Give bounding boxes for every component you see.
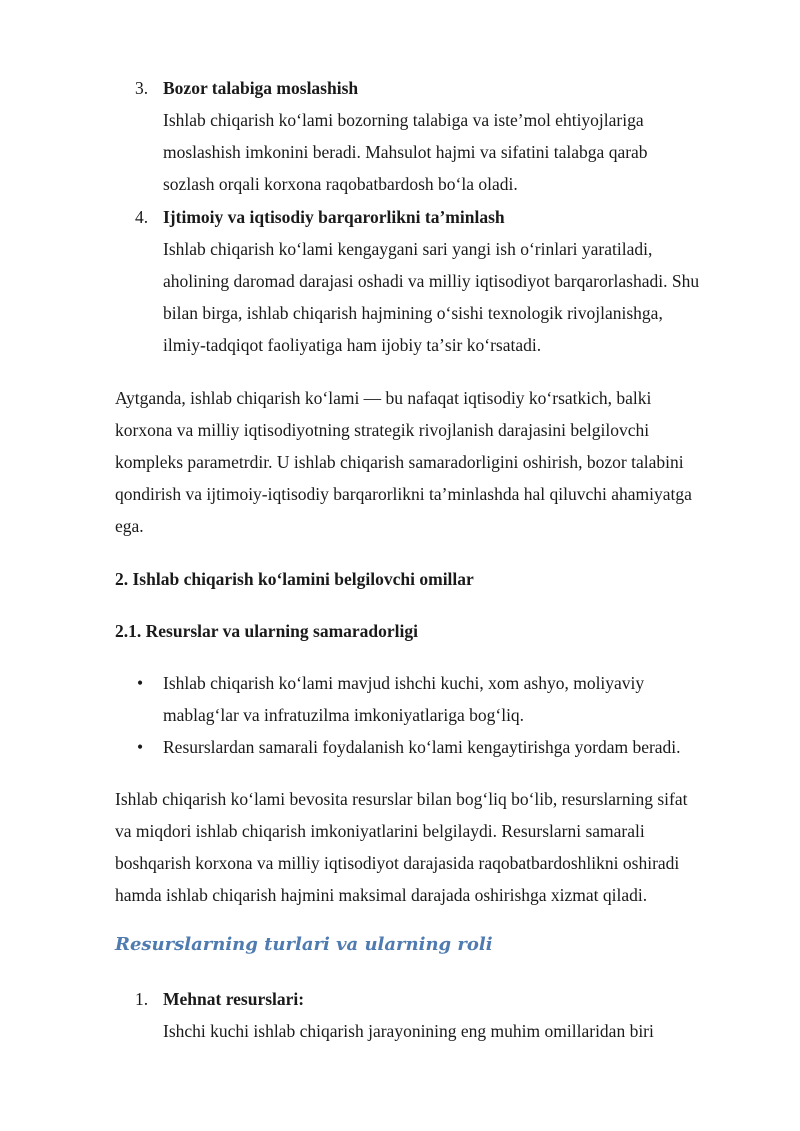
list-number: 4. — [135, 207, 149, 227]
text-line: moslashish imkonini beradi. Mahsulot hajmi va sifatini talabga qarab — [163, 142, 648, 162]
list-item-title: Bozor talabiga moslashish — [163, 78, 359, 98]
text-line: Aytganda, ishlab chiqarish koʻlami — bu nafaqat iqtisodiy koʻrsatkich, balki — [115, 388, 652, 408]
list-number: 1. — [135, 989, 149, 1009]
list-number: 3. — [135, 78, 149, 98]
text-line: mablagʻlar va infratuzilma imkoniyatlariga bogʻliq. — [163, 705, 525, 725]
text-line: aholining daromad darajasi oshadi va milliy iqtisodiyot barqarorlashadi. Shu — [163, 271, 700, 291]
text-line: boshqarish korxona va milliy iqtisodiyot darajasida raqobatbardoshlikni oshiradi — [115, 853, 680, 873]
subsection-heading-italic: Resurslarning turlari va ularning roli — [115, 934, 493, 955]
text-line: Resurslardan samarali foydalanish koʻlami kengaytirishga yordam beradi. — [163, 737, 681, 757]
bullet-item — [163, 667, 743, 731]
body-paragraph — [115, 783, 740, 911]
text-line: ilmiy-tadqiqot faoliyatiga ham ijobiy taʼsir koʻrsatadi. — [163, 335, 542, 355]
bullet-marker: • — [137, 673, 144, 693]
section-heading: 2. Ishlab chiqarish koʻlamini belgilovchi omillar — [115, 569, 474, 589]
text-line: ega. — [115, 516, 144, 536]
text-line: sozlash orqali korxona raqobatbardosh boʻla oladi. — [163, 174, 518, 194]
text-line: Ishlab chiqarish koʻlami bevosita resurslar bilan bogʻliq boʻlib, resurslarning sifat — [115, 789, 688, 809]
list-item-body — [163, 104, 743, 200]
text-line: Ishlab chiqarish koʻlami mavjud ishchi kuchi, xom ashyo, moliyaviy — [163, 673, 645, 693]
bullet-marker: • — [137, 737, 144, 757]
list-item-title: Ijtimoiy va iqtisodiy barqarorlikni taʼminlash — [163, 207, 505, 227]
text-line: hamda ishlab chiqarish hajmini maksimal darajada oshirishga xizmat qiladi. — [115, 885, 648, 905]
text-line: Ishlab chiqarish koʻlami bozorning talabiga va isteʼmol ehtiyojlariga — [163, 110, 644, 130]
text-line: bilan birga, ishlab chiqarish hajmining oʻsishi texnologik rivojlanishga, — [163, 303, 663, 323]
text-line: qondirish va ijtimoiy-iqtisodiy barqarorlikni taʼminlashda hal qiluvchi ahamiyatga — [115, 484, 692, 504]
text-line: kompleks parametrdir. U ishlab chiqarish samaradorligini oshirish, bozor talabini — [115, 452, 684, 472]
bullet-item — [163, 731, 743, 763]
list-item-body — [163, 1015, 743, 1047]
text-line: Ishchi kuchi ishlab chiqarish jarayonining eng muhim omillaridan biri — [163, 1021, 654, 1041]
text-line: va miqdori ishlab chiqarish imkoniyatlarini belgilaydi. Resurslarni samarali — [115, 821, 645, 841]
list-item-title: Mehnat resurslari: — [163, 989, 305, 1009]
text-line: korxona va milliy iqtisodiyotning strategik rivojlanish darajasini belgilovchi — [115, 420, 650, 440]
text-line: Ishlab chiqarish koʻlami kengaygani sari yangi ish oʻrinlari yaratiladi, — [163, 239, 653, 259]
summary-paragraph — [115, 382, 740, 542]
list-item-body — [163, 233, 743, 361]
subsection-heading: 2.1. Resurslar va ularning samaradorligi — [115, 621, 419, 641]
